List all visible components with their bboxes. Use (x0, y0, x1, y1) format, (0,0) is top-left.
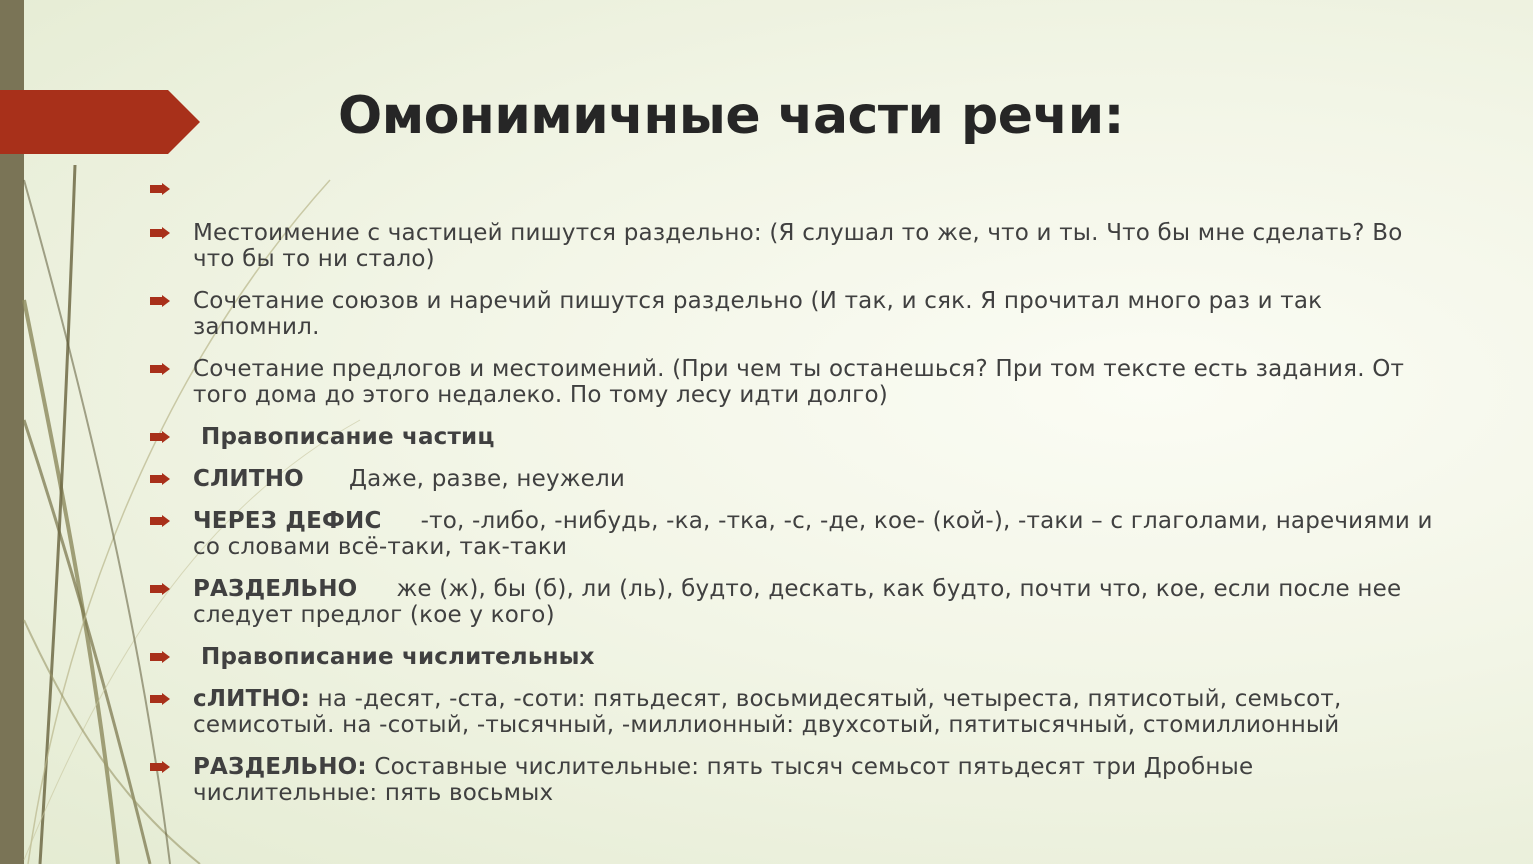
slide-title: Омонимичные части речи: (338, 86, 1124, 146)
list-item (150, 754, 1440, 806)
list-item (150, 288, 1440, 340)
item-label: РАЗДЕЛЬНО: (193, 754, 367, 780)
item-text: -то, -либо, -нибудь, -ка, -тка, -с, -де, кое- (кой-), -таки – с глаголами, наречиями и со словами всё-таки, так-таки (193, 508, 1433, 560)
arrow-bullet-icon (150, 473, 170, 485)
arrow-bullet-icon (150, 183, 170, 195)
title-accent-arrow-icon (0, 90, 200, 154)
arrow-bullet-icon (150, 583, 170, 595)
arrow-bullet-icon (150, 431, 170, 443)
item-label: сЛИТНО: (193, 686, 311, 712)
item-text: Сочетание предлогов и местоимений. (При чем ты останешься? При том тексте есть задания. От того дома до этого недалеко. По тому лесу идти долго) (193, 356, 1405, 408)
bullet-list (150, 176, 1440, 806)
arrow-bullet-icon (150, 295, 170, 307)
list-item (150, 176, 1440, 202)
item-text: Составные числительные: пять тысяч семьсот пятьдесят три Дробные числительные: пять восьмых (193, 754, 1254, 806)
item-text: же (ж), бы (б), ли (ль), будто, дескать, как будто, почти что, кое, если после нее следует предлог (кое у кого) (193, 576, 1402, 628)
arrow-bullet-icon (150, 761, 170, 773)
list-item (150, 644, 1440, 670)
arrow-bullet-icon (150, 363, 170, 375)
arrow-bullet-icon (150, 693, 170, 705)
item-label: РАЗДЕЛЬНО (193, 576, 358, 602)
list-item (150, 356, 1440, 408)
list-item (150, 466, 1440, 492)
item-label: ЧЕРЕЗ ДЕФИС (193, 508, 382, 534)
arrow-bullet-icon (150, 651, 170, 663)
list-item (150, 220, 1440, 272)
list-item (150, 686, 1440, 738)
item-text: Даже, разве, неужели (348, 466, 626, 492)
list-item (150, 576, 1440, 628)
arrow-bullet-icon (150, 515, 170, 527)
item-label: СЛИТНО (193, 466, 304, 492)
item-text: Сочетание союзов и наречий пишутся раздельно (И так, и сяк. Я прочитал много раз и так запомнил. (193, 288, 1323, 340)
section-heading: Правописание числительных (201, 644, 595, 670)
item-text: Местоимение с частицей пишутся раздельно: (Я слушал то же, что и ты. Что бы мне сделать? Во что бы то ни стало) (193, 220, 1403, 272)
section-heading: Правописание частиц (201, 424, 495, 450)
item-text: на -десят, -ста, -соти: пятьдесят, восьмидесятый, четыреста, пятисотый, семьсот, семисотый. на -сотый, -тысячный, -миллионный: двухсотый, пятитысячный, стомиллионный (193, 686, 1342, 738)
list-item (150, 424, 1440, 450)
list-item (150, 508, 1440, 560)
arrow-bullet-icon (150, 227, 170, 239)
